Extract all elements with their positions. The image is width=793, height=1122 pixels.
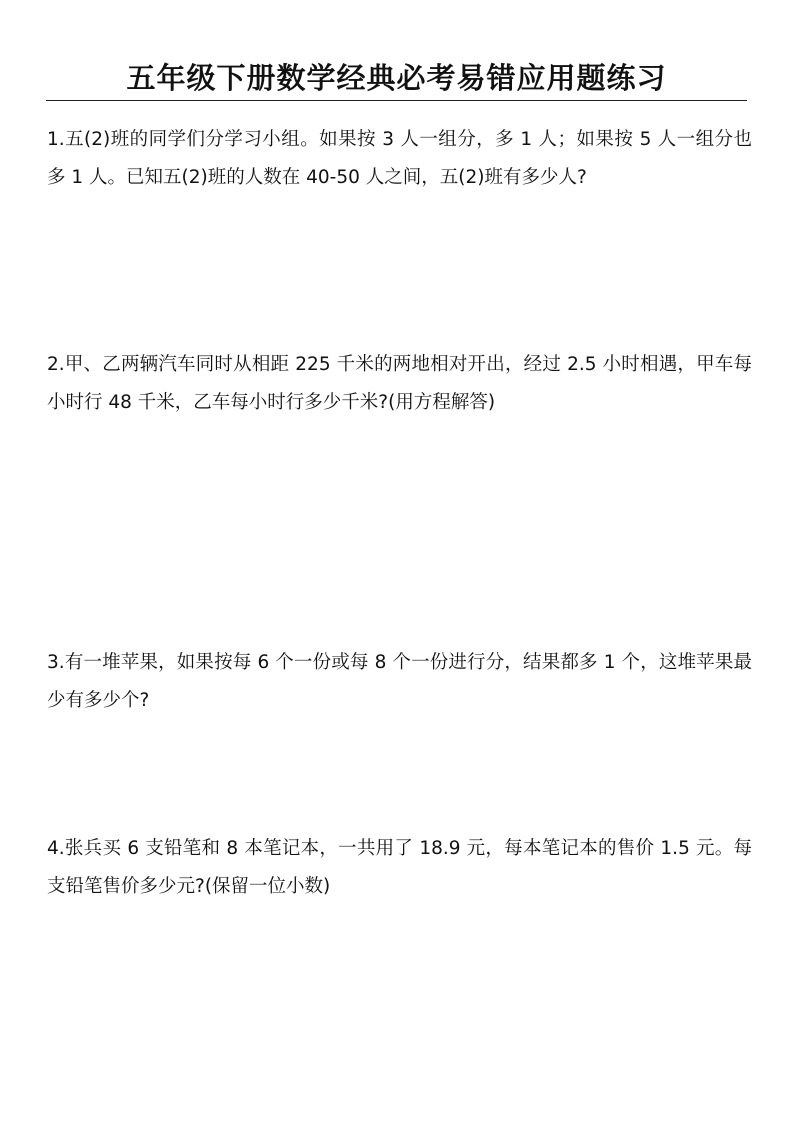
question-number: 2. (47, 354, 65, 375)
question-text: 有一堆苹果，如果按每 6 个一份或每 8 个一份进行分，结果都多 1 个，这堆苹果最少有多少个? (47, 652, 752, 711)
title-divider (46, 100, 747, 101)
question-number: 3. (47, 652, 65, 673)
question-text: 甲、乙两辆汽车同时从相距 225 千米的两地相对开出，经过 2.5 小时相遇，甲车每小时行 48 千米，乙车每小时行多少千米?(用方程解答) (47, 354, 752, 413)
question-text: 五(2)班的同学们分学习小组。如果按 3 人一组分，多 1 人；如果按 5 人一组分也多 1 人。已知五(2)班的人数在 40-50 人之间，五(2)班有多少人? (47, 129, 752, 188)
question-number: 4. (47, 838, 65, 859)
question-2 (47, 346, 752, 422)
question-1 (47, 121, 752, 197)
page-title: 五年级下册数学经典必考易错应用题练习 (126, 61, 667, 95)
question-4 (47, 830, 752, 906)
question-3 (47, 644, 752, 720)
question-text: 张兵买 6 支铅笔和 8 本笔记本，一共用了 18.9 元，每本笔记本的售价 1.5 元。每支铅笔售价多少元?(保留一位小数) (47, 838, 752, 897)
question-number: 1. (47, 129, 65, 150)
